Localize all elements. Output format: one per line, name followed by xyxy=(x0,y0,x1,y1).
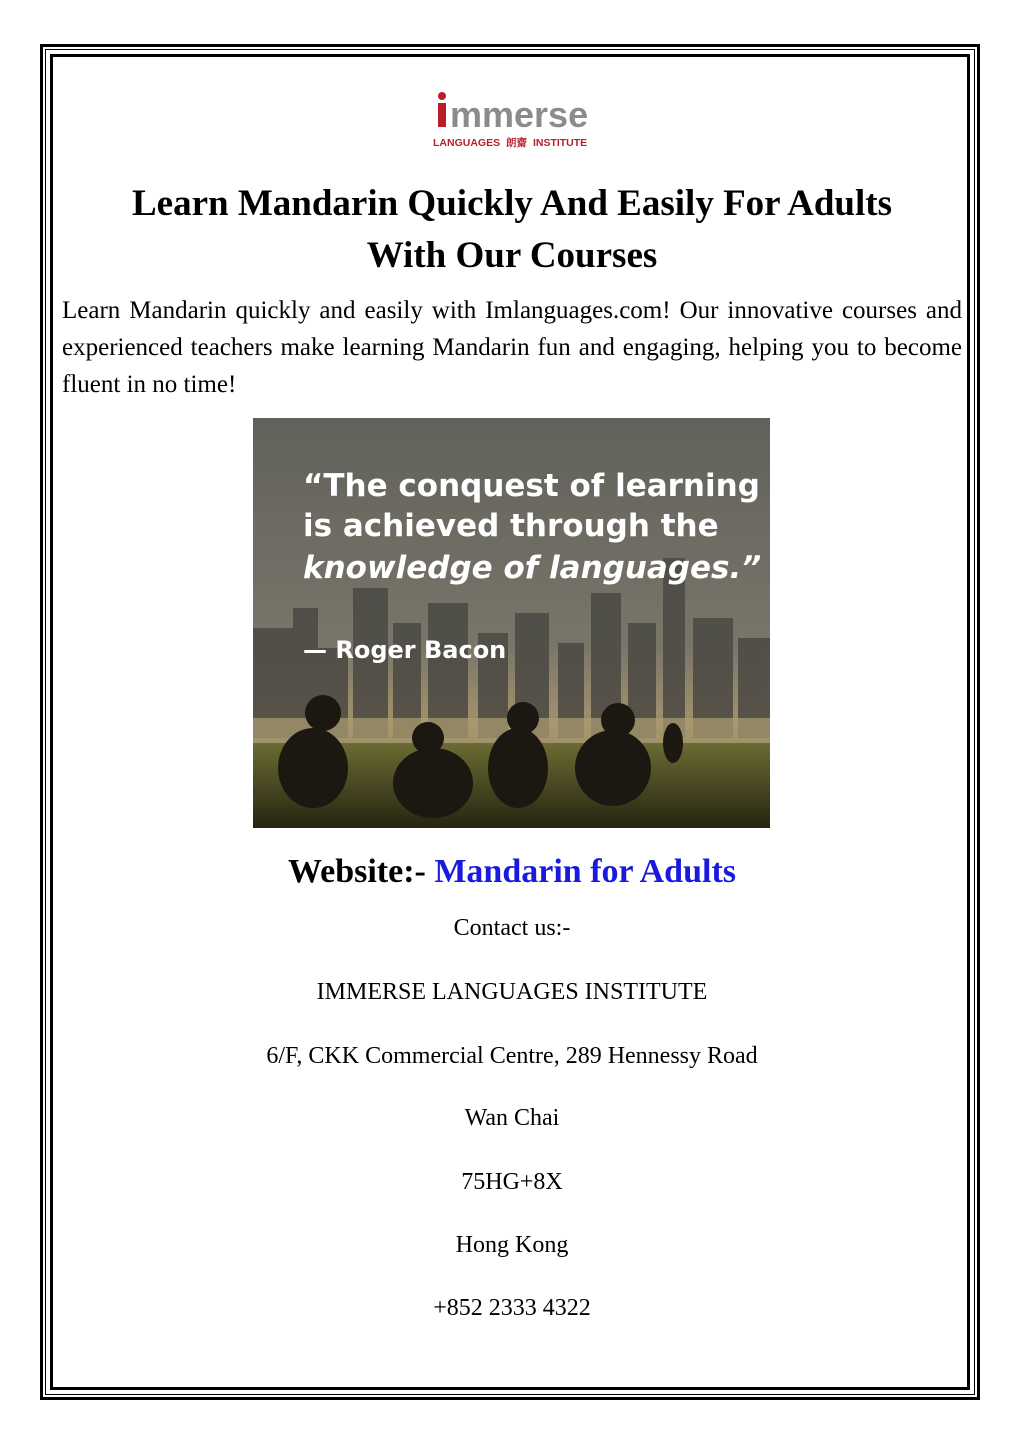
title-line-1: Learn Mandarin Quickly And Easily For Adults xyxy=(131,183,893,224)
contact-heading: Contact us:- xyxy=(453,915,571,941)
intro-paragraph: Learn Mandarin quickly and easily with Imlanguages.com! Our innovative courses and experienced teachers make learning Mandarin fun and engaging, helping you to become fluent in no time! xyxy=(62,297,962,398)
immerse-logo xyxy=(432,90,592,155)
quote-line-1: “The conquest of learning xyxy=(303,468,760,504)
quote-photo xyxy=(253,418,770,828)
contact-line: 75HG+8X xyxy=(461,1169,563,1195)
contact-line: Hong Kong xyxy=(455,1232,569,1258)
contact-line: Wan Chai xyxy=(464,1105,560,1131)
website-link[interactable]: Mandarin for Adults xyxy=(434,853,736,890)
contact-line: IMMERSE LANGUAGES INSTITUTE xyxy=(316,979,708,1005)
contact-line: +852 2333 4322 xyxy=(433,1295,591,1321)
quote-author: — Roger Bacon xyxy=(303,636,507,664)
quote-line-2: is achieved through the xyxy=(303,508,719,544)
contact-line: 6/F, CKK Commercial Centre, 289 Hennessy Road xyxy=(266,1043,758,1069)
page-title xyxy=(62,178,962,282)
website-label: Website:- xyxy=(287,853,426,890)
website-line xyxy=(62,848,962,896)
logo-tagline: LANGUAGES 朗齋 INSTITUTE xyxy=(433,137,588,149)
logo-wordmark: mmerse xyxy=(450,94,589,135)
quote-line-3: knowledge of languages.” xyxy=(303,550,762,586)
title-line-2: With Our Courses xyxy=(366,235,658,276)
